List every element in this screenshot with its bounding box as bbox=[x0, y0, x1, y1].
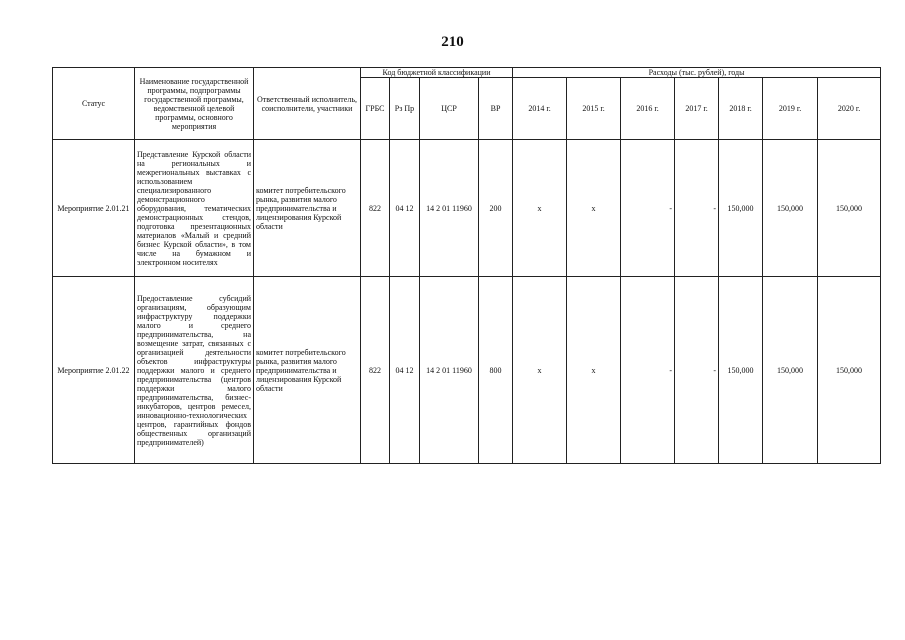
cell-2015: x bbox=[567, 140, 621, 277]
header-year-2014: 2014 г. bbox=[513, 78, 567, 140]
cell-2017: - bbox=[675, 277, 719, 464]
header-name: Наименование государственной программы, подпрограммы государственной программы, ведомственной целевой программы, основного мероприятия bbox=[135, 68, 254, 140]
cell-2019: 150,000 bbox=[763, 277, 818, 464]
header-budget-code-group: Код бюджетной классификации bbox=[361, 68, 513, 78]
cell-status: Мероприятие 2.01.21 bbox=[53, 140, 135, 277]
header-expenses-group: Расходы (тыс. рублей), годы bbox=[513, 68, 881, 78]
cell-2014: x bbox=[513, 277, 567, 464]
cell-vr: 800 bbox=[479, 277, 513, 464]
header-rzpr: Рз Пр bbox=[390, 78, 420, 140]
cell-responsible: комитет потребительского рынка, развития малого предпринимательства и лицензирования Курской области bbox=[254, 277, 361, 464]
cell-grbs: 822 bbox=[361, 277, 390, 464]
header-year-2020: 2020 г. bbox=[818, 78, 881, 140]
table-row bbox=[53, 140, 881, 277]
header-grbs: ГРБС bbox=[361, 78, 390, 140]
table-row bbox=[53, 277, 881, 464]
cell-name: Представление Курской области на региональных и межрегиональных выставках с использованием специализированного демонстрационного оборудования, тематических демонстрационных стендов, подготовка презентационных материалов «Малый и средний бизнес Курской области», в том числе на бумажном и электронном носителях bbox=[135, 140, 254, 277]
header-responsible: Ответственный исполнитель, соисполнители, участники bbox=[254, 68, 361, 140]
cell-grbs: 822 bbox=[361, 140, 390, 277]
cell-2020: 150,000 bbox=[818, 277, 881, 464]
header-year-2017: 2017 г. bbox=[675, 78, 719, 140]
cell-name: Предоставление субсидий организациям, образующим инфраструктуру поддержки малого и среднего предпринимательства, на возмещение затрат, связанных с организацией деятельности объектов инфраструктуры поддержки малого и среднего предпринимательства (центров поддержки малого предпринимательства, бизнес-инкубаторов, центров ремесел, инновационно-технологических центров, гарантийных фондов общественных организаций предпринимателей) bbox=[135, 277, 254, 464]
header-year-2018: 2018 г. bbox=[719, 78, 763, 140]
cell-status: Мероприятие 2.01.22 bbox=[53, 277, 135, 464]
cell-2020: 150,000 bbox=[818, 140, 881, 277]
budget-table bbox=[52, 67, 881, 464]
header-status: Статус bbox=[53, 68, 135, 140]
cell-rzpr: 04 12 bbox=[390, 277, 420, 464]
cell-2015: x bbox=[567, 277, 621, 464]
cell-2016: - bbox=[621, 140, 675, 277]
cell-2019: 150,000 bbox=[763, 140, 818, 277]
header-year-2019: 2019 г. bbox=[763, 78, 818, 140]
cell-vr: 200 bbox=[479, 140, 513, 277]
cell-2018: 150,000 bbox=[719, 140, 763, 277]
header-csr: ЦСР bbox=[420, 78, 479, 140]
cell-rzpr: 04 12 bbox=[390, 140, 420, 277]
header-year-2016: 2016 г. bbox=[621, 78, 675, 140]
header-vr: ВР bbox=[479, 78, 513, 140]
cell-responsible: комитет потребительского рынка, развития малого предпринимательства и лицензирования Курской области bbox=[254, 140, 361, 277]
header-row-top bbox=[53, 68, 881, 78]
page-number: 210 bbox=[441, 34, 464, 50]
cell-2016: - bbox=[621, 277, 675, 464]
cell-2014: x bbox=[513, 140, 567, 277]
cell-2018: 150,000 bbox=[719, 277, 763, 464]
cell-csr: 14 2 01 11960 bbox=[420, 140, 479, 277]
cell-2017: - bbox=[675, 140, 719, 277]
header-year-2015: 2015 г. bbox=[567, 78, 621, 140]
cell-csr: 14 2 01 11960 bbox=[420, 277, 479, 464]
